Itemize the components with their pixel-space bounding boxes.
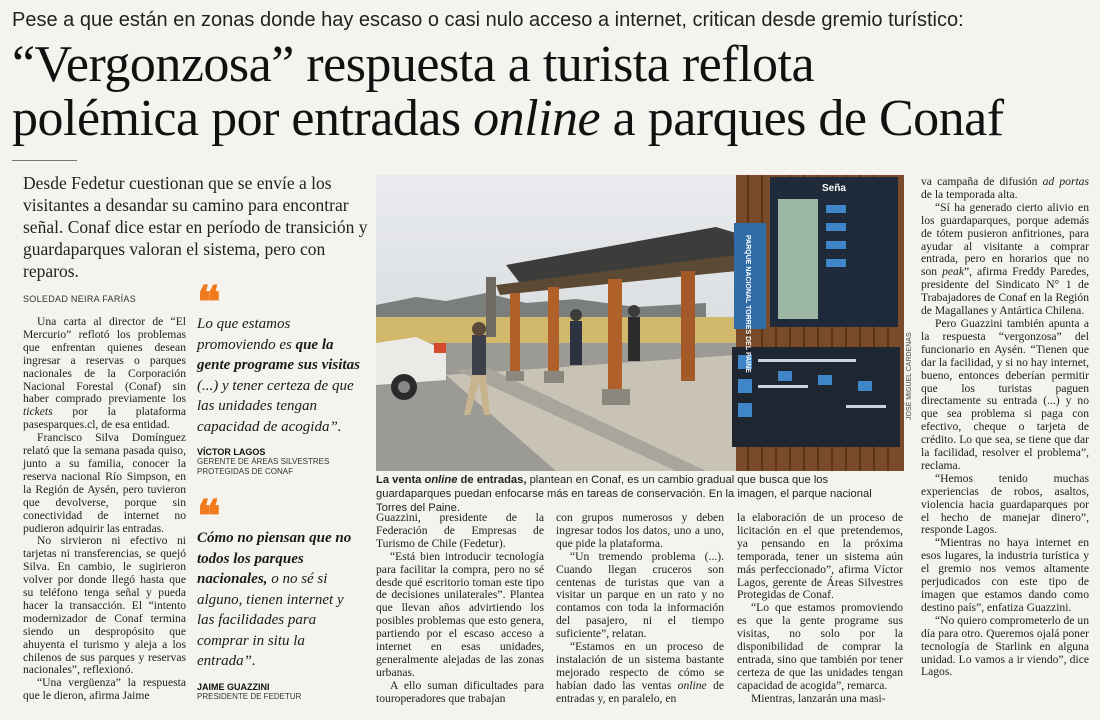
column-3 [376,512,544,706]
column-1 [23,316,186,703]
quote-2-text: Cómo no piensan que no todos los parques nacionales, o no sé si alguno, tienen internet y las facilidades para comprar in situ la entrada”. [197,530,352,669]
dek: Desde Fedetur cuestionan que se envíe a los visitantes a desandar su camino para encontrar señal. Conaf dice estar en período de transición y guardaparques valoran el sistema, pero con reparos. [23,173,368,281]
sign-park-name: PARQUE NACIONAL TORRES DEL PAINE [744,235,751,373]
col4-p3: “Estamos en un proceso de instalación de un sistema bastante mejorado respecto de cómo se habían dado las ventas online de entradas y, en paralelo, en [556,640,725,705]
sign-brand: Seña [822,183,846,194]
byline: SOLEDAD NEIRA FARÍAS [23,294,137,304]
col5-p3: Mientras, lanzarán una masi- [751,691,886,705]
col6-p2: “Sí ha generado cierto alivio en los guardaparques, porque además de tótem pusieron anfitriones, para ayudar al visitante a comprar entrada, pero en horarios que no son peak”, afirma Freddy Paredes, presidente del Sindicato N° 1 de Trabajadores de Conaf en la Región de Magallanes y Antártica Chilena. [921,200,1089,318]
col6-p6: “No quiero comprometerlo de un día para otro. Queremos ojalá poner tecnología de Starlink en alguna unidad. Lo vamos a ir viendo”, dice Lagos. [921,613,1089,679]
pull-quote-guazzini [197,492,362,702]
col4-p2: “Un tremendo problema (...). Cuando llegan cruceros son centenas de turistas que van a visitar un parque en un rato y no contamos con toda la información del pasajero, ni el tiempo suficiente”, relatan. [556,549,724,641]
col3-p1: Guazzini, presidente de la Federación de Empresas de Turismo de Chile (Fedetur). [376,511,544,550]
photo-credit: JOSÉ MIGUEL CARDENAS [906,332,913,420]
col3-p3: A ello suman dificultades para touroperadores que trabajan [376,678,544,705]
column-4 [556,512,724,706]
col1-p1: Una carta al director de “El Mercurio” reflotó los problemas que enfrentan quienes desean ingresar a reservas o parques nacionales de la Corporación Nacional Forestal (Conaf) sin haber comprado previamente los tickets por la plataforma pasesparques.cl, de esa entidad. [23,315,186,432]
headline-line2a: polémica por entradas [12,90,474,147]
headline-online: online [473,90,601,147]
photo-illustration [376,175,904,471]
col6-p5: “Mientras no haya internet en esos lugares, la industria turística y el gremio nos vemos altamente perjudicados con este tipo de imagen que estamos dando como destino país”, enfatiza Guazzini. [921,536,1089,614]
quote-1-role: GERENTE DE ÁREAS SILVESTRES PROTEGIDAS DE CONAF [197,457,330,476]
col6-p1: va campaña de difusión ad portas de la temporada alta. [921,175,1089,201]
col6-p4: “Hemos tenido muchas experiencias de robos, asaltos, violencia hacia guardaparques por el hecho de manejar dinero”, responde Lagos. [921,471,1089,537]
col1-p4: “Una vergüenza” la respuesta que le dieron, afirma Jaime [23,676,186,703]
col4-p1: con grupos numerosos y deben ingresar todos los datos, uno a uno, que pide la plataforma. [556,511,724,550]
pull-quote-lagos [197,278,362,477]
column-6 [921,176,1089,679]
kicker: Pese a que están en zonas donde hay escaso o casi nulo acceso a internet, critican desde gremio turístico: [12,9,964,31]
quote-2-name: JAIME GUAZZINI [197,681,270,692]
headline-line1: “Vergonzosa” respuesta a turista reflota [12,36,815,93]
article-photo [376,175,904,471]
headline-rule [12,160,77,161]
quote-1-text: Lo que estamos promoviendo es que la gente programe sus visitas (...) y tener certeza de que las unidades tengan capacidad de acogida”. [197,316,360,435]
col1-p3: No sirvieron ni efectivo ni tarjetas ni transferencias, se quejó Silva. En cambio, le sugirieron volver por donde llegó hasta que su teléfono tenga señal y pueda hacer la transacción. El “intento modernizador de Conaf termina siendo un despropósito que ahuyenta el turismo y aleja a los chilenos de sus parques y reservas nacionales”, reflexionó. [23,534,186,677]
quote-mark-icon: ❝ [197,278,221,327]
col1-p2: Francisco Silva Domínguez relató que la semana pasada quiso, junto a su familia, conocer la reserva nacional Río Simpson, en la Región de Aysén, pero tuvieron que devolverse, porque sin conectividad de internet no pudieron adquirir las entradas. [23,431,186,535]
quote-1-name: VÍCTOR LAGOS [197,447,266,457]
headline-line2c: a parques de Conaf [600,90,1004,147]
headline [12,38,1092,146]
col5-p2: “Lo que estamos promoviendo es que la gente programe sus visitas, no solo por la disponibilidad de comprar la entrada, sino que también por tener certeza de que las unidades tengan capacidad de acogida”, remarca. [737,601,903,692]
column-5 [737,512,903,706]
col6-p3: Pero Guazzini también apunta a la respuesta “vergonzosa” del funcionario en Aysén. “Tienen que dar la facilidad, y si no hay internet, bueno, entonces deberían permitir que los turistas paguen directamente su entrada (...) y no que sea problema si paga con efectivo, cheque o tarjeta de crédito. Lo que sea, se tiene que dar la facilidad, resolver el problema”, reclama. [921,316,1089,472]
col5-p1: la elaboración de un proceso de licitación en el que pretendemos, ya pensando en la próxima temporada, tener un sistema aún más perfeccionado”, afirma Víctor Lagos, gerente de Áreas Silvestres Protegidas de Conaf. [737,511,903,602]
photo-caption: La venta online de entradas, plantean en Conaf, es un cambio gradual que busca que los guardaparques puedan enfocarse más en tareas de conservación. En la imagen, el parque nacional Torres del Paine. [376,474,872,514]
quote-2-role: PRESIDENTE DE FEDETUR [197,691,302,701]
col3-p2: “Está bien introducir tecnología para facilitar la compra, pero no sé desde qué escritorio toman este tipo de decisiones unilaterales”. Plantea que llevan años advirtiendo los posibles problemas que esto genera, partiendo por el escaso acceso a internet en esas unidades, generalmente alejadas de las zonas urbanas. [376,549,544,679]
quote-mark-icon: ❝ [197,492,221,541]
